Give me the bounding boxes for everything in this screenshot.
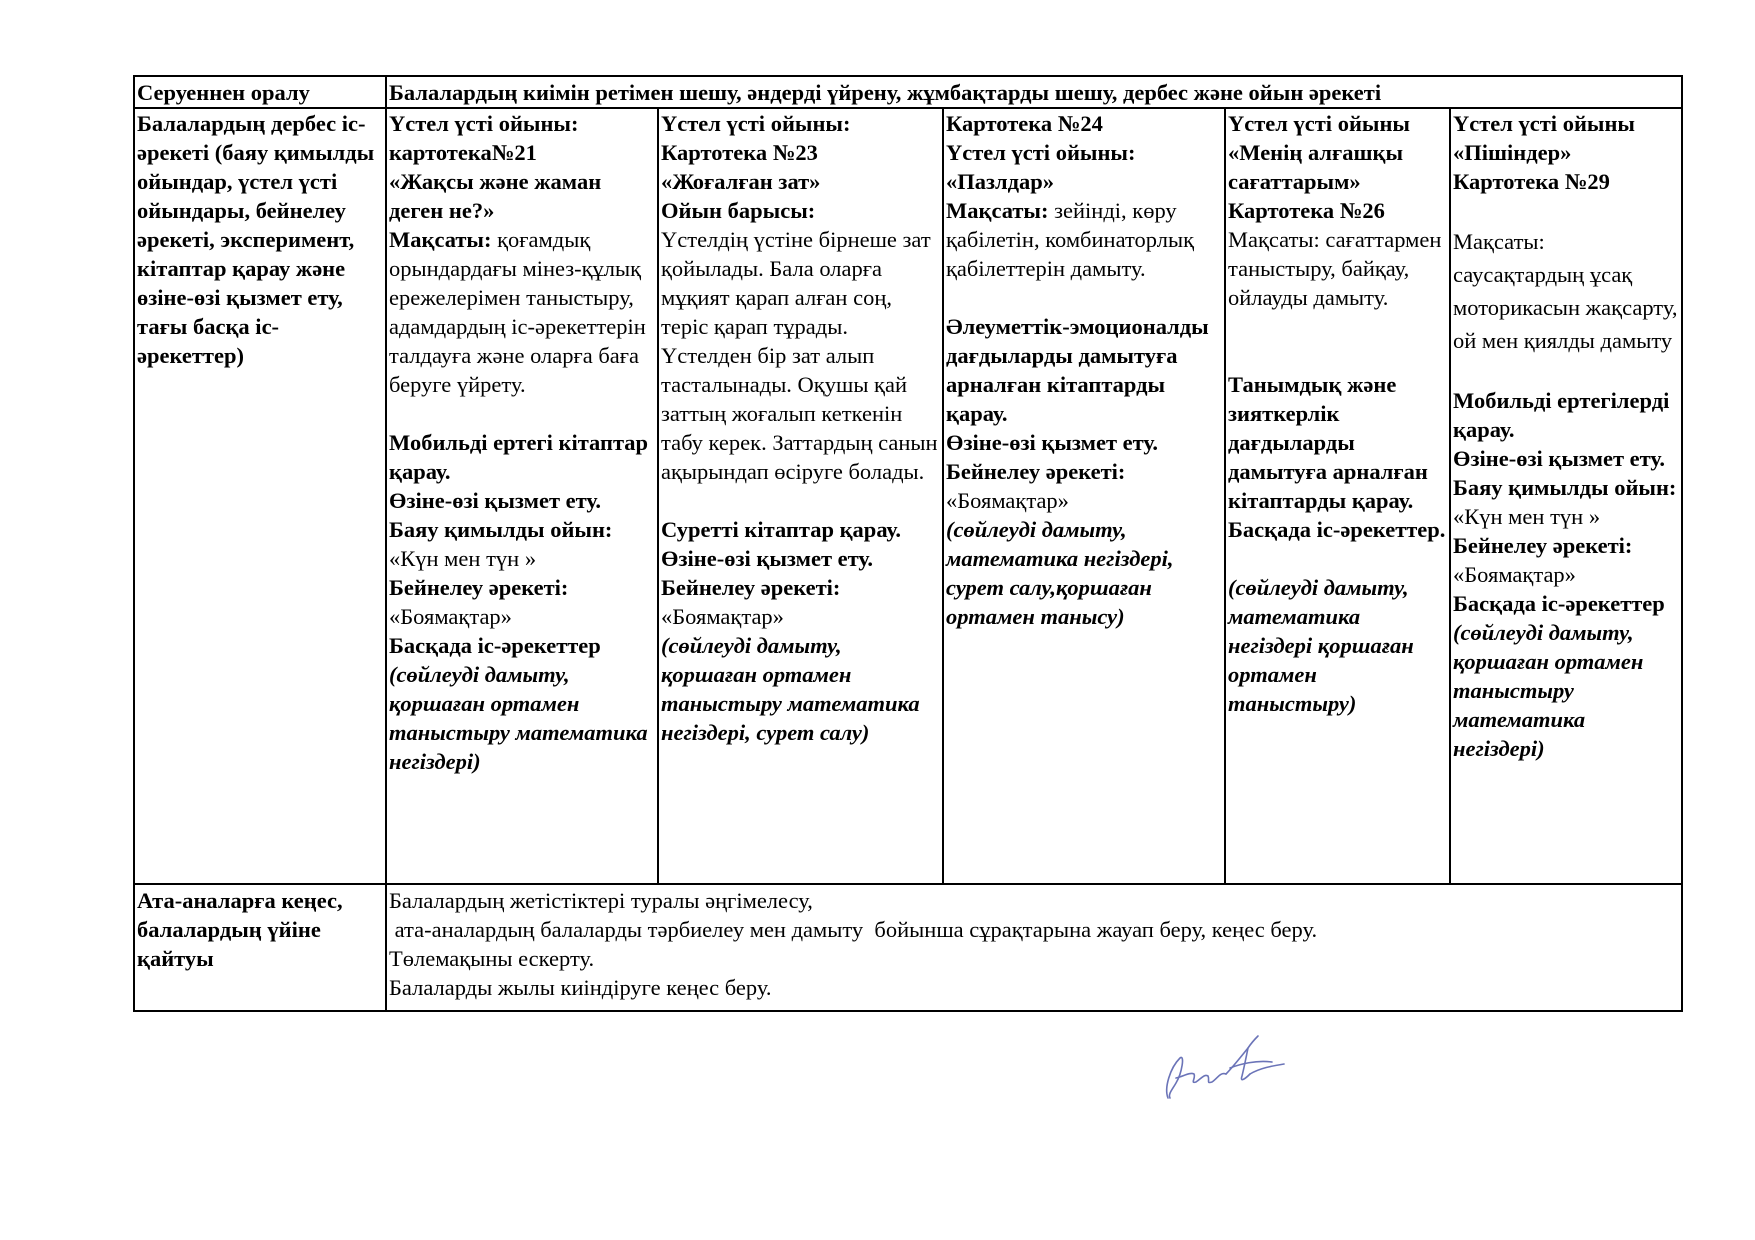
cell-game-name: «Пазлдар» [946,169,1055,194]
cell-card-number: Картотека №24 [946,111,1103,136]
cell-activity: Мобильді ертегілерді қарау. [1453,388,1670,442]
cell-activity-text: «Боямақтар» [1453,562,1576,587]
cell-card-number: Картотека №26 [1228,198,1385,223]
cell-activity: Мобильді ертегі кітаптар қарау. [389,430,649,484]
cell-activity: Танымдық және зияткерлік дағдыларды дамытуға арналған кітаптарды қарау. [1228,372,1428,513]
cell-activity [1453,473,1679,531]
cell-title: Үстел үсті ойыны: [661,111,851,136]
cell-title: Үстел үсті ойыны [1453,111,1635,136]
goal-text: қоғамдық орындардағы мінез-құлық ережелерімен таныстыру, адамдардың іс-әрекеттерін талдауға және оларға баға беруге үйрету. [389,227,646,397]
return-from-walk-content [386,76,1682,108]
cell-game-name: «Пішіндер» [1453,140,1572,165]
cell-note: (сөйлеуді дамыту, математика негіздері қоршаған ортамен таныстыру) [1228,575,1414,716]
row-label-return-from-walk [134,76,386,108]
cell-activity: Басқада іс-әрекеттер [389,633,601,658]
cell-progress-label: Ойын барысы: [661,198,816,223]
cell-goal [946,196,1222,283]
goal-label: Мақсаты: [389,227,492,252]
cell-note: (сөйлеуді дамыту, қоршаған ортамен таныстыру математика негіздері) [1453,620,1644,761]
advice-line: Балаларды жылы киіндіруге кеңес беру. [389,975,772,1000]
activity-cell-1 [386,108,658,884]
cell-game-name: «Жоғалған зат» [661,169,821,194]
cell-progress-text: Үстелдің үстіне бірнеше зат қойылады. Бала оларға мұқият қарап алған соң, теріс қарап тұрады. Үстелден бір зат алып тасталынады. Оқушы қай заттың жоғалып кеткенін табу керек. Заттардың санын ақырындап өсіруге болады. [661,227,938,484]
handwritten-signature [1160,1028,1290,1108]
cell-activity: Өзіне-өзі қызмет ету. [946,430,1159,455]
cell-card-number: Картотека №23 [661,140,818,165]
cell-activity: Бейнелеу әрекеті: [661,575,841,600]
cell-goal [389,225,655,399]
cell-note: (сөйлеуді дамыту, қоршаған ортамен таныстыру математика негіздері, сурет салу) [661,633,920,745]
advice-line: Балалардың жетістіктері туралы әңгімелесу, [389,888,813,913]
row-label-text: Балалардың дербес іс-әрекеті (баяу қимылды ойындар, үстел үсті ойындары, бейнелеу әрекеті, эксперимент, кітаптар қарау және өзіне-өзі қызмет ету, тағы басқа іс-әрекеттер) [137,111,375,368]
activity-cell-5 [1450,108,1682,884]
activity-cell-4 [1225,108,1450,884]
cell-activity: Басқада іс-әрекеттер. [1228,517,1446,542]
cell-activity-text: «Боямақтар» [946,488,1069,513]
cell-activity: Баяу қимылды ойын: [389,517,613,542]
cell-title: Үстел үсті ойыны [1228,111,1410,136]
row-label-independent-activity [134,108,386,884]
cell-activity: Бейнелеу әрекеті: [1453,533,1633,558]
cell-title: Үстел үсті ойыны: [946,140,1136,165]
cell-card-number: Картотека №29 [1453,169,1610,194]
table-row [134,884,1682,1011]
cell-card-number: картотека№21 [389,140,537,165]
cell-activity: Басқада іс-әрекеттер [1453,591,1665,616]
cell-activity-text: «Боямақтар» [661,604,784,629]
advice-line: ата-аналардың балаларды тәрбиелеу мен дамыту бойынша сұрақтарына жауап беру, кеңес беру. [389,917,1318,942]
advice-line: Төлемақыны ескерту. [389,946,595,971]
row-label-text: Серуеннен оралу [137,80,310,105]
activity-cell-2 [658,108,943,884]
cell-activity: Әлеуметтік-эмоционалды дағдыларды дамытуға арналған кітаптарды қарау. [946,314,1209,426]
activity-cell-3 [943,108,1225,884]
cell-game-name: «Жақсы және жаман деген не?» [389,169,602,223]
row-label-parents-advice [134,884,386,1011]
cell-title: Үстел үсті ойыны: [389,111,579,136]
cell-activity-text: «Күн мен түн » [389,546,537,571]
cell-activity: Бейнелеу әрекеті: [389,575,569,600]
cell-note: (сөйлеуді дамыту, математика негіздері, сурет салу,қоршаған ортамен танысу) [946,517,1174,629]
cell-activity: Суретті кітаптар қарау. [661,517,902,542]
cell-goal: Мақсаты: сағаттармен таныстыру, байқау, ойлауды дамыту. [1228,227,1442,310]
cell-activity: Өзіне-өзі қызмет ету. [389,488,602,513]
goal-label: Мақсаты: [946,198,1049,223]
cell-goal: Мақсаты: саусақтардың ұсақ моторикасын жақсарту, ой мен қиялды дамыту [1453,229,1678,353]
row-label-text: Ата-аналарға кеңес, балалардың үйіне қайтуы [137,888,343,971]
parents-advice-content [386,884,1682,1011]
cell-note: (сөйлеуді дамыту, қоршаған ортамен таныстыру математика негіздері) [389,662,648,774]
cell-activity: Бейнелеу әрекеті: [946,459,1126,484]
cell-activity: Өзіне-өзі қызмет ету. [1453,446,1666,471]
daily-plan-table [133,75,1683,1012]
return-from-walk-text: Балалардың киімін ретімен шешу, әндерді үйрену, жұмбақтарды шешу, дербес және ойын әрекеті [389,80,1382,105]
activity-label: Баяу қимылды ойын: [1453,475,1677,500]
table-row [134,108,1682,884]
cell-activity: Өзіне-өзі қызмет ету. [661,546,874,571]
activity-text: «Күн мен түн » [1453,504,1601,529]
table-row [134,76,1682,108]
cell-activity-text: «Боямақтар» [389,604,512,629]
goal-text: зейінді, көру қабілетін, комбинаторлық қабілеттерін дамыту. [946,198,1195,281]
cell-game-name: «Менің алғашқы сағаттарым» [1228,140,1404,194]
